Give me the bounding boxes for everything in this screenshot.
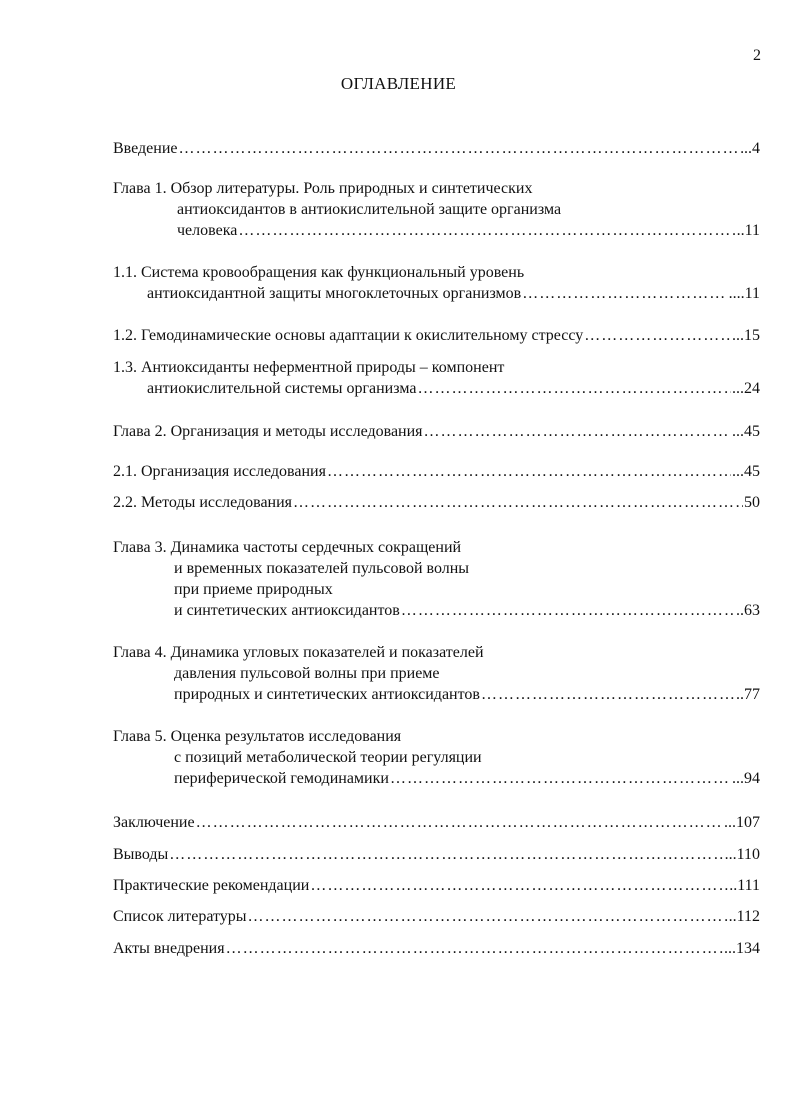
toc-entry-title: Глава 2. Организация и методы исследования: [113, 423, 423, 440]
toc-entry-chapter-2[interactable]: [113, 421, 760, 442]
leader-dots: [196, 812, 723, 833]
toc-entry-line: 1.1. Система кровообращения как функциональный уровень: [113, 264, 525, 281]
toc-page-number: ..110: [728, 846, 760, 863]
toc-entry-title: антиокислительной системы организма: [147, 380, 417, 397]
leader-dots: [169, 844, 727, 865]
toc-entry-recommendations[interactable]: [113, 875, 760, 896]
toc-entry-title: 2.2. Методы исследования: [113, 494, 293, 511]
leader-dots: [417, 378, 731, 399]
toc-page-number: ....11: [728, 285, 760, 302]
leader-dots: [522, 283, 727, 304]
toc-entry-title: человека: [177, 222, 238, 239]
leader-dots: [481, 684, 735, 705]
leader-dots: [238, 220, 735, 241]
toc-entry-line: при приеме природных: [174, 581, 333, 598]
toc-entry-title: 1.2. Гемодинамические основы адаптации к окислительному стрессу: [113, 327, 584, 344]
toc-entry-introduction[interactable]: [113, 138, 760, 159]
toc-page-number: ...94: [732, 770, 760, 787]
leader-dots: [401, 600, 735, 621]
toc-page-number: 50: [744, 494, 760, 511]
toc-entry-line: Глава 3. Динамика частоты сердечных сокращений: [113, 539, 462, 556]
toc-entry-implementation-acts[interactable]: [113, 938, 760, 959]
toc-page-number: ...24: [732, 380, 760, 397]
leader-dots: [327, 461, 731, 482]
toc-entry-title: антиоксидантной защиты многоклеточных организмов: [147, 285, 522, 302]
toc-entry-title: Выводы: [113, 846, 169, 863]
toc-entry-title: 2.1. Организация исследования: [113, 463, 326, 480]
toc-entry-section-1-3[interactable]: [113, 357, 760, 399]
toc-entry-conclusion[interactable]: [113, 812, 760, 833]
toc-page-number: ...107: [724, 814, 760, 831]
leader-dots: [179, 138, 744, 159]
leader-dots: [310, 875, 728, 896]
toc-entry-section-2-1[interactable]: [113, 461, 760, 482]
toc-entry-chapter-5[interactable]: [113, 726, 760, 789]
toc-entry-section-2-2[interactable]: [113, 492, 760, 513]
toc-entry-section-1-1[interactable]: [113, 262, 760, 304]
toc-entry-line: и временных показателей пульсовой волны: [174, 560, 470, 577]
leader-dots: [390, 768, 731, 789]
leader-dots: [293, 492, 743, 513]
toc-entry-section-1-2[interactable]: [113, 325, 760, 346]
toc-entry-title: природных и синтетических антиоксидантов: [174, 686, 480, 703]
toc-entry-line: давления пульсовой волны при приеме: [174, 665, 440, 682]
toc-entry-references[interactable]: [113, 906, 760, 927]
page-number: 2: [753, 47, 761, 64]
toc-page-number: ..11: [736, 222, 760, 239]
toc-entry-line: с позиций метаболической теории регуляции: [174, 749, 482, 766]
toc-entry-title: Практические рекомендации: [113, 877, 310, 894]
toc-entry-line: Глава 4. Динамика угловых показателей и показателей: [113, 644, 484, 661]
toc-entry-title: Акты внедрения: [113, 940, 225, 957]
toc-entry-title: Список литературы: [113, 908, 247, 925]
toc-page-number: ..111: [729, 877, 760, 894]
toc-entry-line: 1.3. Антиоксиданты неферментной природы – компонент: [113, 359, 505, 376]
toc-page-number: ..4: [744, 140, 760, 157]
page-title: ОГЛАВЛЕНИЕ: [340, 74, 457, 93]
leader-dots: [248, 906, 728, 927]
toc-entry-chapter-3[interactable]: [113, 537, 760, 621]
toc-page-number: ...45: [732, 423, 760, 440]
toc-page-number: ...15: [732, 327, 760, 344]
toc-entry-chapter-1[interactable]: [113, 178, 760, 241]
toc-entry-line: Глава 1. Обзор литературы. Роль природных и синтетических: [113, 180, 533, 197]
toc-entry-line: Глава 5. Оценка результатов исследования: [113, 728, 402, 745]
toc-entry-findings[interactable]: [113, 844, 760, 865]
toc-page-number: ...45: [732, 463, 760, 480]
toc-entry-title: Введение: [113, 140, 178, 157]
toc-entry-line: антиоксидантов в антиокислительной защите организма: [177, 201, 562, 218]
toc-entry-title: Заключение: [113, 814, 195, 831]
leader-dots: [226, 938, 723, 959]
toc-page-number: ..77: [736, 686, 760, 703]
toc-page-number: ...134: [724, 940, 760, 957]
toc-page-number: ..112: [728, 908, 760, 925]
leader-dots: [424, 421, 731, 442]
leader-dots: [584, 325, 731, 346]
toc-page-number: ..63: [736, 602, 760, 619]
toc-entry-chapter-4[interactable]: [113, 642, 760, 705]
toc-entry-title: и синтетических антиоксидантов: [174, 602, 400, 619]
toc-entry-title: периферической гемодинамики: [174, 770, 389, 787]
